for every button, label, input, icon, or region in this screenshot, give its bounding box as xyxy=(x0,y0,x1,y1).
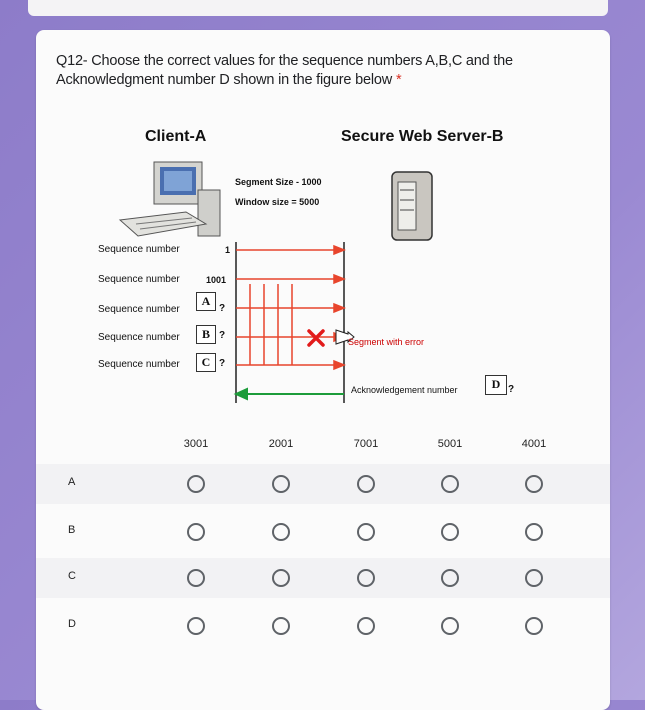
question-title xyxy=(56,52,576,90)
radio-a-3001[interactable] xyxy=(187,475,205,493)
radio-c-4001[interactable] xyxy=(525,569,543,587)
previous-card xyxy=(28,0,608,16)
segment-error-label: Segment with error xyxy=(348,337,425,347)
required-marker: * xyxy=(395,72,402,88)
radio-c-3001[interactable] xyxy=(187,569,205,587)
client-computer-icon xyxy=(120,162,220,236)
error-x-icon xyxy=(309,331,323,345)
radio-b-3001[interactable] xyxy=(187,523,205,541)
radio-d-5001[interactable] xyxy=(441,617,459,635)
ack-arrow xyxy=(236,389,344,399)
radio-b-2001[interactable] xyxy=(272,523,290,541)
row-label-c: C xyxy=(68,570,76,582)
window-size-label: Window size = 5000 xyxy=(235,197,320,207)
client-label: Client-A xyxy=(145,128,207,145)
radio-a-5001[interactable] xyxy=(441,475,459,493)
radio-a-2001[interactable] xyxy=(272,475,290,493)
question-figure xyxy=(36,120,610,420)
row-label-b: B xyxy=(68,524,76,536)
sequence-value-1: 1 xyxy=(225,245,231,255)
radio-a-7001[interactable] xyxy=(357,475,375,493)
figure-diagram xyxy=(36,120,610,420)
sequence-label-2: Sequence number xyxy=(98,274,180,285)
question-mark-a: ? xyxy=(219,303,226,314)
question-mark-c: ? xyxy=(219,358,226,369)
radio-b-7001[interactable] xyxy=(357,523,375,541)
sequence-label-4: Sequence number xyxy=(98,332,180,343)
box-d: D xyxy=(485,375,507,395)
question-mark-b: ? xyxy=(219,330,226,341)
question-card xyxy=(36,30,610,710)
sequence-label-3: Sequence number xyxy=(98,304,180,315)
radio-c-2001[interactable] xyxy=(272,569,290,587)
row-label-a: A xyxy=(68,476,76,488)
box-c: C xyxy=(196,353,216,372)
sequence-value-2: 1001 xyxy=(206,275,227,285)
radio-d-3001[interactable] xyxy=(187,617,205,635)
question-mark-d: ? xyxy=(508,384,515,395)
grid-row-d xyxy=(36,606,610,646)
radio-c-5001[interactable] xyxy=(441,569,459,587)
question-text: Q12- Choose the correct values for the sequence numbers A,B,C and the Acknowledgment number D shown in the figure below xyxy=(56,53,513,88)
box-b: B xyxy=(196,325,216,344)
radio-d-4001[interactable] xyxy=(525,617,543,635)
sequence-label-1: Sequence number xyxy=(98,244,180,255)
radio-a-4001[interactable] xyxy=(525,475,543,493)
acknowledgement-label: Acknowledgement number xyxy=(351,385,458,395)
radio-d-7001[interactable] xyxy=(357,617,375,635)
column-header-5001: 5001 xyxy=(437,438,463,450)
server-label: Secure Web Server-B xyxy=(341,128,504,145)
window-ticks xyxy=(250,284,292,365)
column-header-2001: 2001 xyxy=(268,438,294,450)
data-arrows xyxy=(236,246,344,369)
segment-size-label: Segment Size - 1000 xyxy=(235,177,322,187)
radio-d-2001[interactable] xyxy=(272,617,290,635)
grid-row-a xyxy=(36,464,610,504)
box-a: A xyxy=(196,292,216,311)
grid-row-b xyxy=(36,512,610,552)
row-label-d: D xyxy=(68,618,76,630)
column-header-4001: 4001 xyxy=(521,438,547,450)
radio-c-7001[interactable] xyxy=(357,569,375,587)
sequence-label-5: Sequence number xyxy=(98,359,180,370)
server-icon xyxy=(392,172,432,240)
grid-row-c xyxy=(36,558,610,598)
radio-b-4001[interactable] xyxy=(525,523,543,541)
column-header-7001: 7001 xyxy=(353,438,379,450)
column-header-3001: 3001 xyxy=(183,438,209,450)
radio-b-5001[interactable] xyxy=(441,523,459,541)
